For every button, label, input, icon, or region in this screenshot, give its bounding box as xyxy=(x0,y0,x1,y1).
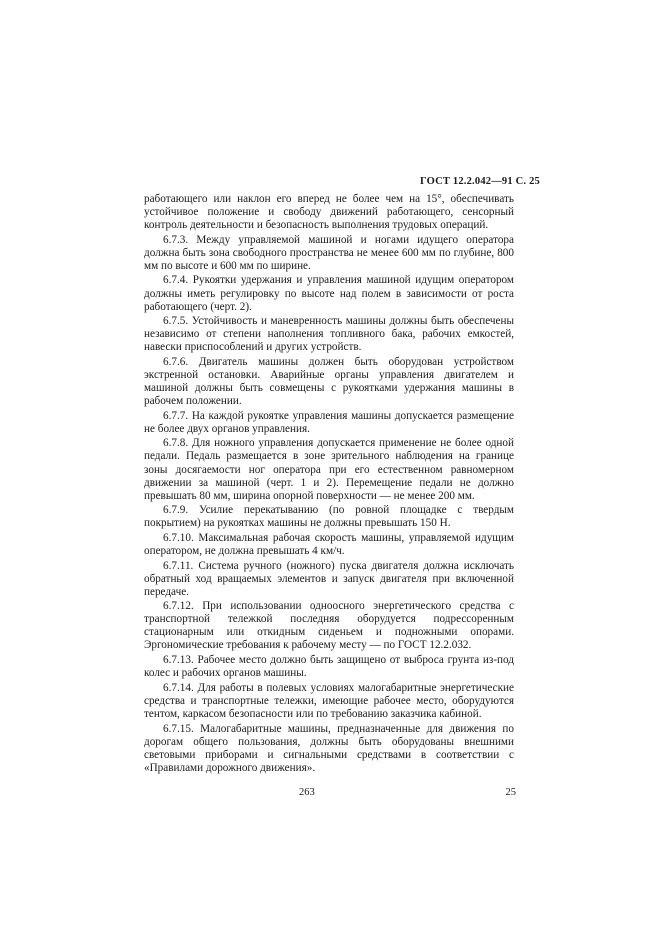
paragraph-6-7-7: 6.7.7. На каждой рукоятке управления машины допускается размещение не более двух органов управления. xyxy=(144,409,514,435)
paragraph-6-7-3: 6.7.3. Между управляемой машиной и ногами идущего оператора должна быть зона свободного пространства не менее 600 мм по глубине, 800 мм по высоте и 600 мм по ширине. xyxy=(144,233,514,272)
paragraph-continuation: работающего или наклон его вперед не более чем на 15°, обеспечивать устойчивое положение и свободу движений работающего, сенсорный контроль деятельности и безопасность выполнения трудовых операций. xyxy=(144,193,514,232)
paragraph-6-7-9: 6.7.9. Усилие перекатыванию (по ровной площадке с твердым покрытием) на рукоятках машины не должны превышать 150 Н. xyxy=(144,504,514,530)
paragraph-6-7-4: 6.7.4. Рукоятки удержания и управления машиной идущим оператором должны иметь регулировку по высоте над полем в зависимости от роста работающего (черт. 2). xyxy=(144,274,514,313)
body-text xyxy=(144,193,514,776)
running-header: ГОСТ 12.2.042—91 С. 25 xyxy=(419,176,540,187)
paragraph-6-7-12: 6.7.12. При использовании одноосного энергетического средства с транспортной тележкой последняя оборудуется подрессоренным стационарным или откидным сиденьем и подножными опорами. Эргономические требования к рабочему месту — по ГОСТ 12.2.032. xyxy=(144,600,514,652)
paragraph-6-7-13: 6.7.13. Рабочее место должно быть защищено от выброса грунта из-под колес и рабочих органов машины. xyxy=(144,654,514,680)
section-page-number: 25 xyxy=(505,787,516,798)
printed-page-number: 263 xyxy=(299,787,315,798)
paragraph-6-7-14: 6.7.14. Для работы в полевых условиях малогабаритные энергетические средства и транспортные тележки, имеющие рабочее место, оборудуются тентом, каркасом безопасности или по требованию заказчика кабиной. xyxy=(144,681,514,720)
paragraph-6-7-11: 6.7.11. Система ручного (ножного) пуска двигателя должна исключать обратный ход вращаемых элементов и запуск двигателя при включенной передаче. xyxy=(144,559,514,598)
paragraph-6-7-15: 6.7.15. Малогабаритные машины, предназначенные для движения по дорогам общего пользования, должны быть оборудованы внешними световыми приборами и сигнальными средствами в соответствии с «Правилами дорожного движения». xyxy=(144,722,514,774)
paragraph-6-7-5: 6.7.5. Устойчивость и маневренность машины должны быть обеспечены независимо от степени наполнения топливного бака, рабочих емкостей, навески приспособлений и других устройств. xyxy=(144,315,514,354)
paragraph-6-7-6: 6.7.6. Двигатель машины должен быть оборудован устройством экстренной остановки. Аварийные органы управления двигателем и машиной должны быть совмещены с рукоятками удержания машины в рабочем положении. xyxy=(144,355,514,408)
paragraph-6-7-8: 6.7.8. Для ножного управления допускается применение не более одной педали. Педаль размещается в зоне зрительного наблюдения на границе зоны досягаемости ног оператора при его естественном равномерном движении за машиной (черт. 1 и 2). Перемещение педали не должно превышать 80 мм, ширина опорной поверхности — не менее 200 мм. xyxy=(144,437,514,502)
paragraph-6-7-10: 6.7.10. Максимальная рабочая скорость машины, управляемой идущим оператором, не должна превышать 4 км/ч. xyxy=(144,531,514,557)
